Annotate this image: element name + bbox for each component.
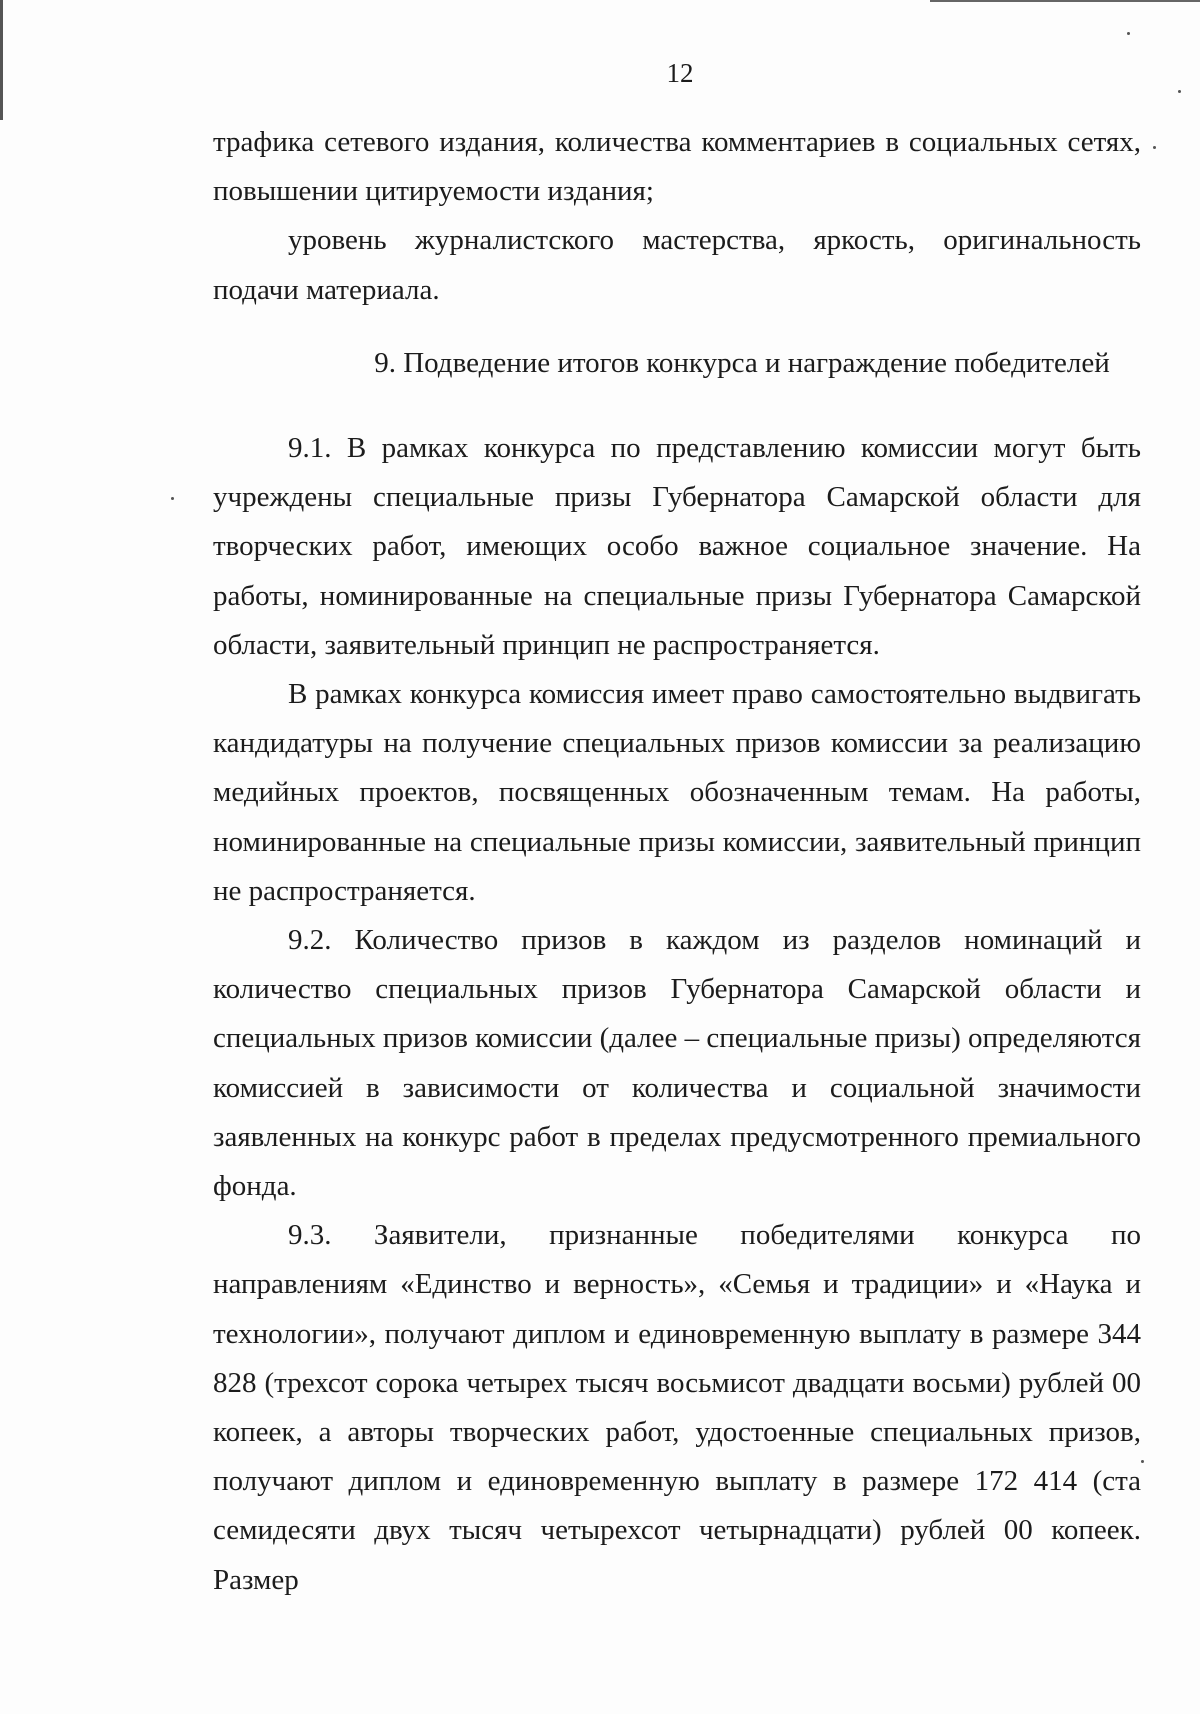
paragraph-9-2: 9.2. Количество призов в каждом из разделов номинаций и количество специальных призов Губернатора Самарской области и специальных призов комиссии (далее – специальные призы) определяются комиссией в зависимости от количества и социальной значимости заявленных на конкурс работ в пределах предусмотренного премиального фонда.	[213, 924, 1141, 1203]
scan-speck	[1178, 90, 1181, 93]
page-number: 12	[666, 58, 694, 88]
section-body	[213, 424, 1141, 1605]
intro-paragraph: трафика сетевого издания, количества комментариев в социальных сетях, повышении цитируемости издания;	[213, 126, 1141, 208]
section-heading: 9. Подведение итогов конкурса и награждение победителей	[374, 347, 1110, 379]
scan-speck	[1153, 146, 1156, 149]
paragraph-9-3: 9.3. Заявители, признанные победителями конкурса по направлениям «Единство и верность», «Семья и традиции» и «Наука и технологии», получают диплом и единовременную выплату в размере 344 828 (трехсот сорока четырех тысяч восьмисот двадцати восьми) рублей 00 копеек, а авторы творческих работ, удостоенные специальных призов, получают диплом и единовременную выплату в размере 172 414 (ста семидесяти двух тысяч четырехсот четырнадцати) рублей 00 копеек. Размер	[213, 1219, 1141, 1596]
scan-speck	[1141, 1460, 1144, 1463]
scan-border-top	[930, 0, 1200, 2]
scan-speck	[171, 497, 174, 500]
paragraph-9-1: 9.1. В рамках конкурса по представлению комиссии могут быть учреждены специальные призы Губернатора Самарской области для творческих работ, имеющих особо важное социальное значение. На работы, номинированные на специальные призы Губернатора Самарской области, заявительный принцип не распространяется.	[213, 432, 1141, 661]
paragraph-9-1-continued: В рамках конкурса комиссия имеет право самостоятельно выдвигать кандидатуры на получение специальных призов комиссии за реализацию медийных проектов, посвященных обозначенным темам. На работы, номинированные на специальные призы комиссии, заявительный принцип не распространяется.	[213, 678, 1141, 907]
intro-paragraph: уровень журналистского мастерства, яркость, оригинальность подачи материала.	[213, 224, 1141, 306]
intro-block	[213, 118, 1141, 315]
scan-speck	[1127, 32, 1130, 35]
